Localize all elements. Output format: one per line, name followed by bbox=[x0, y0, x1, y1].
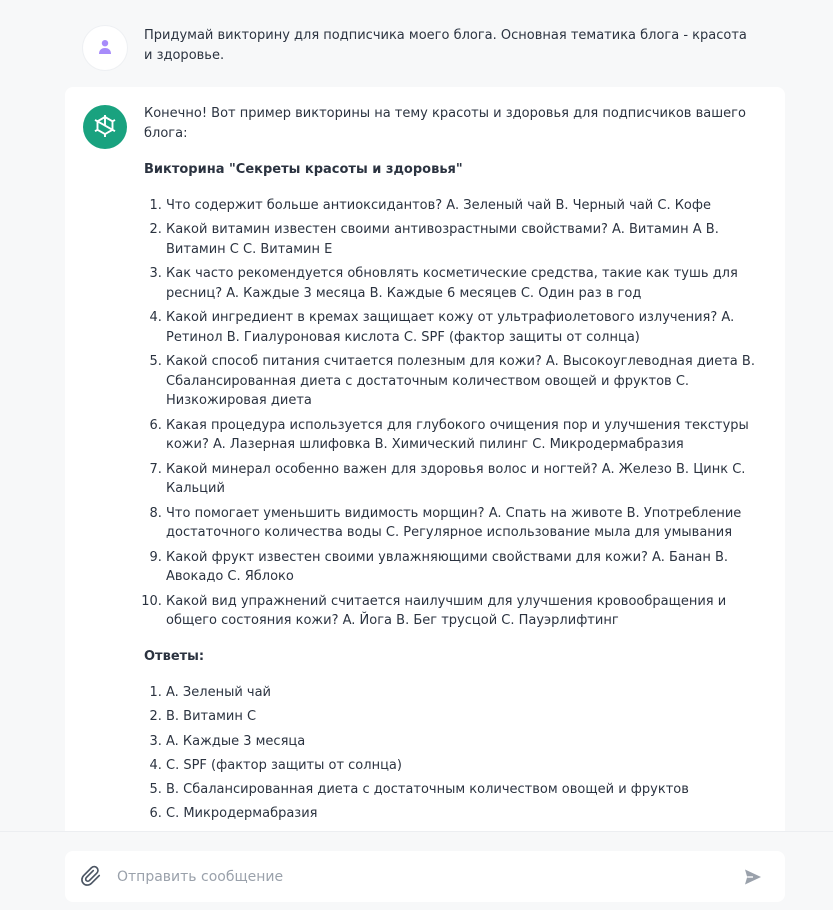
composer-bar bbox=[0, 831, 833, 910]
send-icon[interactable] bbox=[743, 867, 763, 887]
paperclip-icon[interactable] bbox=[80, 865, 102, 887]
quiz-question: 2. Какой витамин известен своими антивозрастными свойствами? A. Витамин A B. Витамин C C. Витамин E bbox=[166, 220, 770, 259]
answer-item: 3. A. Каждые 3 месяца bbox=[166, 732, 770, 752]
quiz-question: 7. Какой минерал особенно важен для здоровья волос и ногтей? A. Железо B. Цинк C. Кальций bbox=[166, 460, 770, 499]
answer-item: 1. A. Зеленый чай bbox=[166, 683, 770, 703]
assistant-message-body bbox=[144, 104, 770, 877]
quiz-question: 4. Какой ингредиент в кремах защищает кожу от ультрафиолетового излучения? A. Ретинол B. Гиалуроновая кислота C. SPF (фактор защиты от солнца) bbox=[166, 308, 770, 347]
quiz-title: Викторина "Секреты красоты и здоровья" bbox=[144, 162, 463, 177]
answers-title: Ответы: bbox=[144, 648, 205, 664]
answer-item: 2. B. Витамин C bbox=[166, 707, 770, 727]
assistant-message bbox=[65, 87, 785, 847]
assistant-avatar bbox=[83, 105, 127, 149]
answer-item: 6. C. Микродермабразия bbox=[166, 804, 770, 824]
message-input[interactable] bbox=[115, 859, 729, 895]
quiz-question: 9. Какой фрукт известен своими увлажняющими свойствами для кожи? A. Банан B. Авокадо C. Яблоко bbox=[166, 548, 770, 587]
user-avatar bbox=[83, 26, 127, 70]
assistant-intro: Конечно! Вот пример викторины на тему красоты и здоровья для подписчиков вашего блога: bbox=[144, 106, 746, 141]
answer-item: 5. B. Сбалансированная диета с достаточным количеством овощей и фруктов bbox=[166, 780, 770, 800]
user-message bbox=[65, 16, 785, 78]
quiz-question: 1. Что содержит больше антиоксидантов? A. Зеленый чай B. Черный чай C. Кофе bbox=[166, 196, 770, 216]
quiz-question: 6. Какая процедура используется для глубокого очищения пор и улучшения текстуры кожи? A. Лазерная шлифовка B. Химический пилинг C. Микродермабразия bbox=[166, 416, 770, 455]
composer bbox=[65, 851, 785, 902]
openai-logo-icon bbox=[92, 114, 118, 140]
quiz-question: 3. Как часто рекомендуется обновлять косметические средства, такие как тушь для ресниц? A. Каждые 3 месяца B. Каждые 6 месяцев C. Один раз в год bbox=[166, 264, 770, 303]
user-message-text: Придумай викторину для подписчика моего блога. Основная тематика блога - красота и здоровье. bbox=[144, 28, 747, 63]
user-icon bbox=[98, 39, 112, 55]
answer-item: 4. C. SPF (фактор защиты от солнца) bbox=[166, 756, 770, 776]
quiz-question: 5. Какой способ питания считается полезным для кожи? A. Высокоуглеводная диета B. Сбалансированная диета с достаточным количеством овощей и фруктов C. Низкожировая диета bbox=[166, 352, 770, 411]
quiz-questions-list bbox=[144, 196, 770, 631]
quiz-question: 8. Что помогает уменьшить видимость морщин? A. Спать на животе B. Употребление достаточного количества воды C. Регулярное использование мыла для умывания bbox=[166, 504, 770, 543]
quiz-question: 10. Какой вид упражнений считается наилучшим для улучшения кровообращения и общего состояния кожи? A. Йога B. Бег трусцой C. Пауэрлифтинг bbox=[166, 592, 770, 631]
